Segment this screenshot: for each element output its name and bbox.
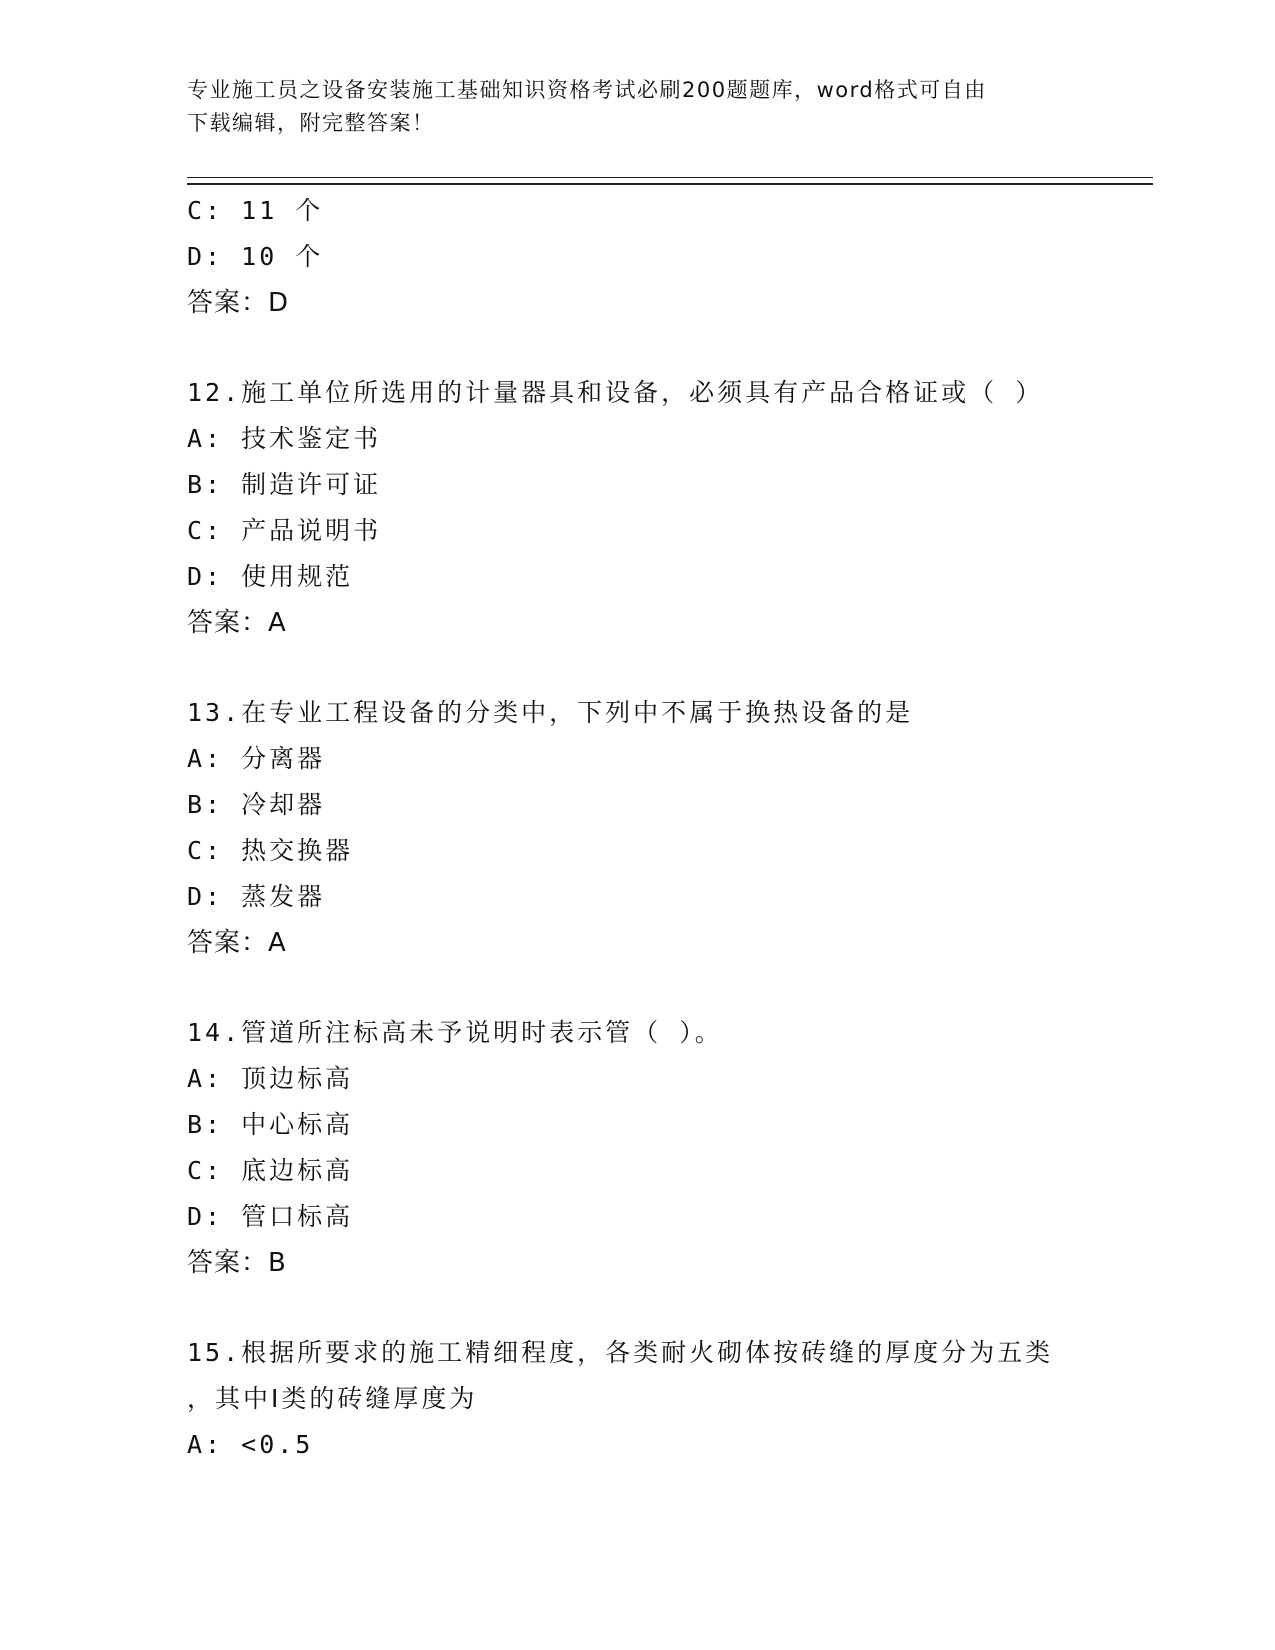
option-d: D: 管口标高: [187, 1202, 354, 1231]
option-c: C: 产品说明书: [187, 516, 382, 545]
answer: 答案：A: [187, 608, 287, 638]
option-a: A: 分离器: [187, 744, 326, 773]
option-a: A: 技术鉴定书: [187, 424, 382, 453]
question-list: [187, 188, 1087, 1468]
question-11: [187, 188, 1087, 326]
option-c: C: 底边标高: [187, 1156, 354, 1185]
option-d: D: 使用规范: [187, 562, 354, 591]
spacer: [187, 646, 1087, 690]
question-14: [187, 1010, 1087, 1286]
option-b: B: 制造许可证: [187, 470, 382, 499]
answer: 答案：B: [187, 1248, 287, 1278]
option-a: A: <0.5: [187, 1430, 314, 1459]
spacer: [187, 326, 1087, 370]
question-stem-line-1: 15.根据所要求的施工精细程度，各类耐火砌体按砖缝的厚度分为五类: [187, 1338, 1054, 1367]
header-divider-thick: [187, 183, 1153, 185]
header-line-2: 下载编辑，附完整答案！: [187, 111, 435, 135]
question-stem: 14.管道所注标高未予说明时表示管（ ）。: [187, 1018, 723, 1047]
answer: 答案：A: [187, 928, 287, 958]
question-13: [187, 690, 1087, 966]
option-d: D: 10 个: [187, 242, 324, 271]
document-header: [187, 74, 1067, 140]
option-b: B: 中心标高: [187, 1110, 354, 1139]
option-a: A: 顶边标高: [187, 1064, 354, 1093]
answer: 答案：D: [187, 288, 290, 318]
question-stem: 13.在专业工程设备的分类中，下列中不属于换热设备的是: [187, 698, 914, 727]
option-c: C: 11 个: [187, 196, 324, 225]
option-c: C: 热交换器: [187, 836, 354, 865]
option-b: B: 冷却器: [187, 790, 326, 819]
option-d: D: 蒸发器: [187, 882, 326, 911]
header-divider-thin: [187, 177, 1153, 178]
question-12: [187, 370, 1087, 646]
question-stem-line-2: ，其中Ⅰ类的砖缝厚度为: [187, 1384, 478, 1413]
header-line-1: 专业施工员之设备安装施工基础知识资格考试必刷200题题库，word格式可自由: [187, 78, 987, 102]
spacer: [187, 966, 1087, 1010]
question-15: [187, 1330, 1087, 1468]
spacer: [187, 1286, 1087, 1330]
question-stem: 12.施工单位所选用的计量器具和设备，必须具有产品合格证或（ ）: [187, 378, 1044, 407]
